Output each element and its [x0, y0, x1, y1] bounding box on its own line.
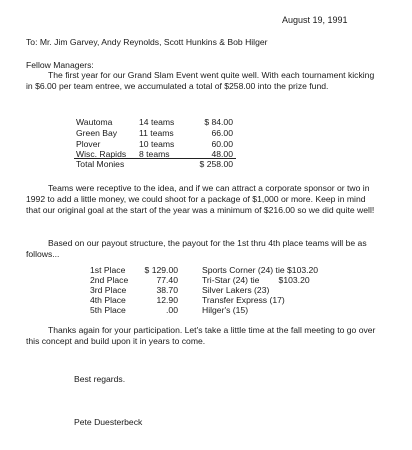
payout-team: Sports Corner (24) tie $103.20: [202, 265, 319, 275]
payout-amount: 12.90: [156, 295, 178, 305]
fund-teams: 10 teams: [139, 139, 175, 149]
fund-place: Wautoma: [76, 117, 113, 127]
fund-teams: 11 teams: [139, 128, 174, 138]
payout-amount: 77.40: [156, 275, 178, 285]
payout-place: 2nd Place: [90, 275, 129, 285]
payout-place: 4th Place: [90, 295, 126, 305]
fund-amount: 60.00: [211, 139, 233, 149]
closing: Best regards.: [74, 374, 126, 384]
payout-intro-paragraph: Based on our payout structure, the payout for the 1st thru 4th place teams will be as follows...: [26, 238, 367, 259]
fund-place: Wisc. Rapids: [76, 149, 127, 159]
payout-place: 5th Place: [90, 305, 126, 315]
fund-amount: 66.00: [211, 128, 233, 138]
intro-paragraph: The first year for our Grand Slam Event went quite well. With each tournament kicking in $6.00 per team entree, we accumulated a total of $258.00 into the prize fund.: [26, 70, 375, 91]
fund-teams: 8 teams: [139, 149, 170, 159]
fund-amount: 48.00: [211, 149, 233, 159]
payout-place: 3rd Place: [90, 285, 127, 295]
payout-team: Silver Lakers (23): [202, 285, 270, 295]
total-label: Total Monies: [76, 159, 125, 169]
total-amount: $ 258.00: [199, 159, 233, 169]
signature-name: Pete Duesterbeck: [74, 417, 143, 427]
payout-team: Tri-Star (24) tie $103.20: [202, 275, 310, 285]
payout-team: Transfer Express (17): [202, 295, 285, 305]
sponsor-paragraph: Teams were receptive to the idea, and if we can attract a corporate sponsor or two in 1992 to add a little money, we could shoot for a package of $1,000 or more. Keep in mind that our original goal at the start of the year was a minimum of $216.00 so we did quite well!: [26, 183, 375, 215]
payout-amount: 38.70: [156, 285, 178, 295]
fund-place: Plover: [76, 139, 101, 149]
payout-place: 1st Place: [90, 265, 126, 275]
letter-date: August 19, 1991: [282, 15, 348, 25]
payout-team: Hilger's (15): [202, 305, 249, 315]
fund-teams: 14 teams: [139, 117, 175, 127]
fund-amount: $ 84.00: [204, 117, 233, 127]
salutation: Fellow Managers:: [26, 60, 94, 70]
thanks-paragraph: Thanks again for your participation. Let's take a little time at the fall meeting to go over this concept and build upon it in years to come.: [26, 325, 376, 346]
recipient-line: To: Mr. Jim Garvey, Andy Reynolds, Scott Hunkins & Bob Hilger: [26, 37, 268, 47]
payout-amount: .00: [166, 305, 178, 315]
fund-place: Green Bay: [76, 128, 118, 138]
payout-amount: $ 129.00: [144, 265, 178, 275]
